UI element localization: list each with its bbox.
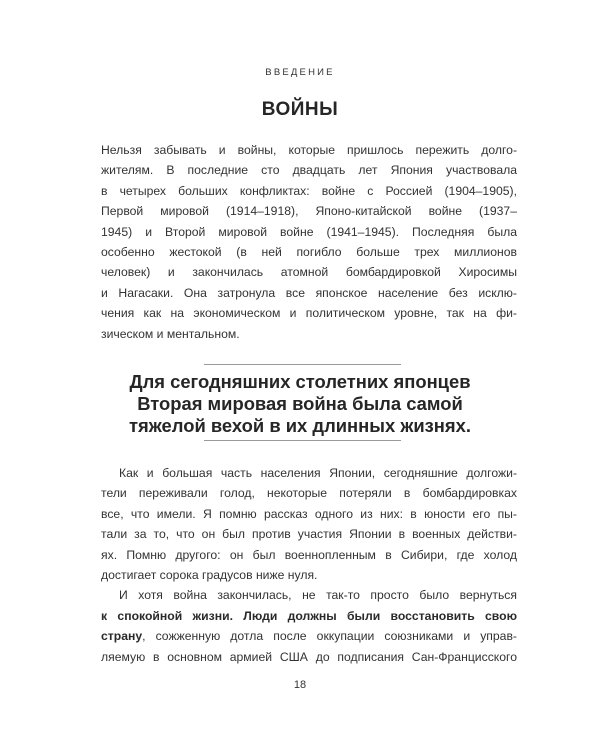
intro-paragraph	[101, 140, 517, 344]
text-line: человек) и закончилась атомной бомбардировкой Хиросимы	[101, 265, 517, 280]
text-line: достигает сорока градусов ниже нуля.	[101, 567, 318, 582]
chapter-title: ВОЙНЫ	[261, 99, 339, 120]
text-line: Первой мировой (1914–1918), Японо-китайской войне (1937–	[101, 204, 517, 219]
section-label: ВВЕДЕНИЕ	[265, 67, 335, 78]
emphasis-text: страну	[101, 629, 143, 644]
text-line	[101, 606, 517, 626]
pull-quote	[0, 371, 600, 437]
text-line: тали за то, что он был против участия Японии в военных действи-	[101, 527, 517, 542]
text-run: , сожженную дотла после оккупации союзниками и управ-	[142, 629, 517, 644]
text-line: тели переживали голод, некоторые потеряли в бомбардировках	[101, 486, 517, 501]
text-line: и Нагасаки. Она затронула все японское население без исклю-	[101, 285, 517, 300]
text-line: Нельзя забывать и войны, которые пришлось пережить долго-	[101, 143, 517, 157]
text-line: ляемую в основном армией США до подписания Сан-Франциcского	[101, 649, 517, 664]
text-line: все, что имели. Я помню рассказ одного из них: в юности его пы-	[101, 506, 517, 521]
text-line: зическом и ментальном.	[101, 326, 240, 341]
pull-quote-bottom-rule	[204, 440, 401, 441]
pull-quote-line: Вторая мировая война была самой	[137, 393, 463, 414]
text-line	[101, 626, 517, 646]
text-line: 1945) и Второй мировой войне (1941–1945). Последняя была	[101, 224, 517, 239]
main-text	[101, 463, 517, 667]
text-line: И хотя война закончилась, не так-то просто было вернуться	[119, 588, 517, 603]
text-line: Как и большая часть населения Японии, сегодняшние долгожи-	[119, 466, 517, 480]
pull-quote-line: тяжелой вехой в их длинных жизнях.	[129, 415, 471, 436]
text-line: чения как на экономическом и политическом уровне, так на фи-	[101, 306, 517, 321]
text-line: ях. Помню другого: он был военнопленным в Сибири, где холод	[101, 547, 517, 562]
pull-quote-top-rule	[204, 364, 401, 365]
text-line: в четырех больших конфликтах: войне с Россией (1904–1905),	[101, 183, 517, 198]
emphasis-text: к спокойной жизни. Люди должны были восстановить свою	[101, 608, 517, 623]
text-line: жителям. В последние сто двадцать лет Япония участвовала	[101, 163, 517, 178]
text-line: особенно жестокой (в ней погибло больше трех миллионов	[101, 244, 517, 259]
page-number: 18	[293, 679, 307, 691]
pull-quote-line: Для сегодняшних столетних японцев	[129, 371, 471, 392]
